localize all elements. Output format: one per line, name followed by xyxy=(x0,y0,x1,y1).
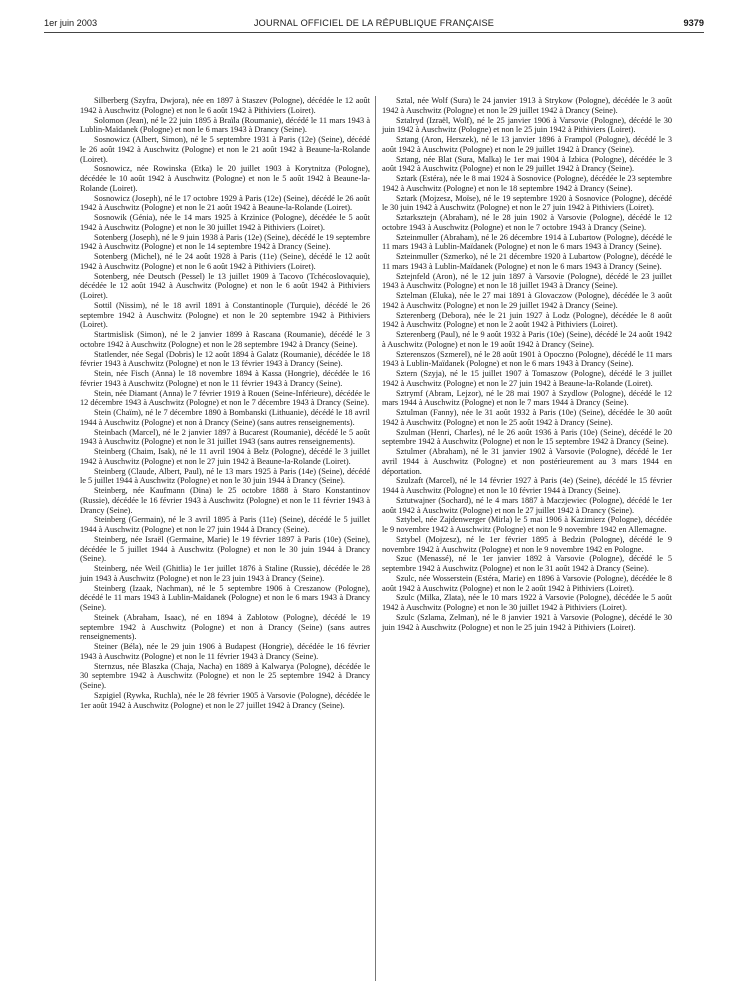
entry-paragraph: Steinberg, née Israël (Germaine, Marie) le 19 février 1897 à Paris (10e) (Seine), décédée le 5 juillet 1944 à Auschwitz (Pologne) et non le 30 juin 1944 à Drancy (Seine). xyxy=(80,534,370,564)
entry-paragraph: Sztern (Szyja), né le 15 juillet 1907 à Tomaszow (Pologne), décédé le 3 juillet 1942 à Auschwitz (Pologne) et non le 27 juin 1942 à Beaune-la-Rolande (Loiret). xyxy=(382,369,672,388)
entry-paragraph: Sztybel, née Zajdenwerger (Mirla) le 5 mai 1906 à Kazimierz (Pologne), décédée le 9 novembre 1942 à Auschwitz (Pologne) et non le 9 novembre 1942 en Allemagne. xyxy=(382,515,672,534)
header-date: 1er juin 2003 xyxy=(44,18,98,28)
entry-paragraph: Szulc (Milka, Zlata), née le 10 mars 1922 à Varsovie (Pologne), décédée le 5 août 1942 à Auschwitz (Pologne) et non le 30 juillet 1942 à Pithiviers (Loiret). xyxy=(382,593,672,612)
left-column xyxy=(80,96,370,710)
entry-paragraph: Solomon (Jean), né le 22 juin 1895 à Braïla (Roumanie), décédé le 11 mars 1943 à Lublin-Maïdanek (Pologne) et non le 6 mars 1943 à Drancy (Seine). xyxy=(80,115,370,135)
entry-paragraph: Szteinmuller (Szmerko), né le 21 décembre 1920 à Lubartow (Pologne), décédé le 11 mars 1943 à Lublin-Maïdanek (Pologne) et non le 6 mars 1943 à Drancy (Seine). xyxy=(382,252,672,271)
entry-paragraph: Sztulman (Fanny), née le 31 août 1932 à Paris (10e) (Seine), décédée le 30 août 1942 à Auschwitz (Pologne) et non le 25 août 1942 à Drancy (Seine). xyxy=(382,408,672,427)
entry-paragraph: Sztang, née Blat (Sura, Malka) le 1er mai 1904 à Izbica (Pologne), décédée le 3 août 1942 à Auschwitz (Pologne) et non le 29 juillet 1942 à Drancy (Seine). xyxy=(382,154,672,174)
entry-paragraph: Sotenberg, née Deutsch (Pessel) le 13 juillet 1909 à Tacovo (Tchécoslovaquie), décédée le 12 août 1942 à Auschwitz (Pologne) et non le 6 août 1942 à Pithiviers (Loiret). xyxy=(80,271,370,300)
header-page-number: 9379 xyxy=(683,18,704,28)
entry-paragraph: Sztrymf (Abram, Lejzor), né le 28 mai 1907 à Szydlow (Pologne), décédé le 12 mars 1944 à Auschwitz (Pologne) et non le 7 mars 1944 à Drancy (Seine). xyxy=(382,388,672,408)
entry-paragraph: Sztulmer (Abraham), né le 31 janvier 1902 à Varsovie (Pologne), décédé le 1er avril 1944 à Auschwitz (Pologne) et non postérieurement au 3 mars 1944 en déportation. xyxy=(382,447,672,476)
entry-paragraph: Szulzaft (Marcel), né le 14 février 1927 à Paris (4e) (Seine), décédé le 15 février 1944 à Auschwitz (Pologne) et non le 10 février 1944 à Drancy (Seine). xyxy=(382,476,672,495)
entry-paragraph: Silberberg (Szyfra, Dwjora), née en 1897 à Staszev (Pologne), décédée le 12 août 1942 à Auschwitz (Pologne) et non le 6 août 1942 à Pithiviers (Loiret). xyxy=(80,96,370,115)
right-column xyxy=(382,96,672,632)
entry-paragraph: Sottil (Nissim), né le 18 avril 1891 à Constantinople (Turquie), décédé le 26 septembre 1942 à Auschwitz (Pologne) et non le 20 septembre 1942 à Pithiviers (Loiret). xyxy=(80,300,370,330)
entry-paragraph: Stein, née Fisch (Anna) le 18 novembre 1894 à Kassa (Hongrie), décédée le 16 février 1943 à Auschwitz (Pologne) et non le 11 février 1943 à Drancy (Seine). xyxy=(80,369,370,388)
page-header xyxy=(44,18,704,32)
entry-paragraph: Sosnowicz (Joseph), né le 17 octobre 1929 à Paris (12e) (Seine), décédé le 26 août 1942 à Auschwitz (Pologne) et non le 21 août 1942 à Beaune-la-Rolande (Loiret). xyxy=(80,193,370,213)
entry-paragraph: Szterenberg (Paul), né le 9 août 1932 à Paris (10e) (Seine), décédé le 24 août 1942 à Auschwitz (Pologne) et non le 19 août 1942 à Drancy (Seine). xyxy=(382,330,672,349)
entry-paragraph: Sztybel (Mojzesz), né le 1er février 1895 à Bedzin (Pologne), décédé le 9 novembre 1942 à Auschwitz (Pologne) et non le 9 novembre 1942 en Pologne. xyxy=(382,534,672,554)
entry-paragraph: Sztal, née Wolf (Sura) le 24 janvier 1913 à Strykow (Pologne), décédée le 3 août 1942 à Auschwitz (Pologne) et non le 29 juillet 1942 à Drancy (Seine). xyxy=(382,96,672,115)
entry-paragraph: Steinberg (Chaim, Isak), né le 11 avril 1904 à Belz (Pologne), décédé le 3 juillet 1942 à Auschwitz (Pologne) et non le 27 juin 1942 à Beaune-la-Rolande (Loiret). xyxy=(80,447,370,466)
entry-paragraph: Sztutwajner (Sochard), né le 4 mars 1887 à Maczjewiec (Pologne), décédé le 1er août 1942 à Auschwitz (Pologne) et non le 27 juillet 1942 à Drancy (Seine). xyxy=(382,495,672,515)
entry-paragraph: Startmislisk (Simon), né le 2 janvier 1899 à Rascana (Roumanie), décédé le 3 octobre 1942 à Auschwitz (Pologne) et non le 28 septembre 1942 à Drancy (Seine). xyxy=(80,330,370,349)
entry-paragraph: Sztark (Estéra), née le 8 mai 1924 à Sosnovice (Pologne), décédée le 23 septembre 1942 à Auschwitz (Pologne) et non le 18 septembre 1942 à Drancy (Seine). xyxy=(382,174,672,193)
header-title: JOURNAL OFFICIEL DE LA RÉPUBLIQUE FRANÇAISE xyxy=(253,18,495,28)
entry-paragraph: Sztark (Mojzesz, Moïse), né le 19 septembre 1920 à Sosnovice (Pologne), décédé le 30 juin 1942 à Auschwitz (Pologne) et non le 27 juin 1942 à Pithiviers (Loiret). xyxy=(382,193,672,213)
entry-paragraph: Steinberg (Germain), né le 3 avril 1895 à Paris (11e) (Seine), décédé le 5 juillet 1944 à Auschwitz (Pologne) et non le 27 juin 1944 à Drancy (Seine). xyxy=(80,515,370,534)
entry-paragraph: Sosnowicz (Albert, Simon), né le 5 septembre 1931 à Paris (12e) (Seine), décédé le 26 août 1942 à Auschwitz (Pologne) et non le 21 août 1942 à Beaune-la-Rolande (Loiret). xyxy=(80,135,370,164)
entry-paragraph: Szterenberg (Debora), née le 21 juin 1927 à Lodz (Pologne), décédée le 8 août 1942 à Auschwitz (Pologne) et non le 2 août 1942 à Pithiviers (Loiret). xyxy=(382,310,672,330)
entry-paragraph: Szteinmuller (Abraham), né le 26 décembre 1914 à Lubartow (Pologne), décédé le 11 mars 1943 à Lublin-Maïdanek (Pologne) et non le 6 mars 1943 à Drancy (Seine). xyxy=(382,232,672,252)
entry-paragraph: Steinberg, née Kaufmann (Dina) le 25 octobre 1888 à Staro Konstantinov (Russie), décédée le 16 février 1943 à Auschwitz (Pologne) et non le 11 février 1943 à Drancy (Seine). xyxy=(80,486,370,515)
entry-paragraph: Sztarksztejn (Abraham), né le 28 juin 1902 à Varsovie (Pologne), décédé le 12 octobre 1943 à Auschwitz (Pologne) et non le 7 octobre 1943 à Drancy (Seine). xyxy=(382,213,672,232)
entry-paragraph: Sternzus, née Blaszka (Chaja, Nacha) en 1889 à Kalwarya (Pologne), décédée le 30 septembre 1942 à Auschwitz (Pologne) et non le 25 septembre 1942 à Drancy (Seine). xyxy=(80,661,370,690)
entry-paragraph: Steinberg (Izaak, Nachman), né le 5 septembre 1906 à Creszanow (Pologne), décédé le 11 mars 1943 à Lublin-Maïdanek (Pologne) et non le 6 mars 1943 à Drancy (Seine). xyxy=(80,583,370,612)
header-rule xyxy=(44,32,704,33)
entry-paragraph: Stein, née Diamant (Anna) le 7 février 1919 à Rouen (Seine-Inférieure), décédée le 12 décembre 1943 à Auschwitz (Pologne) et non le 7 décembre 1943 à Drancy (Seine). xyxy=(80,388,370,408)
entry-paragraph: Steiner (Béla), née le 29 juin 1906 à Budapest (Hongrie), décédée le 16 février 1943 à Auschwitz (Pologne) et non le 11 février 1943 à Drancy (Seine). xyxy=(80,642,370,661)
entry-paragraph: Sosnowik (Génia), née le 14 mars 1925 à Krzinice (Pologne), décédée le 5 août 1942 à Auschwitz (Pologne) et non le 30 juillet 1942 à Pithiviers (Loiret). xyxy=(80,213,370,232)
entry-paragraph: Sztelman (Eluka), née le 27 mai 1891 à Glovaczow (Pologne), décédée le 3 août 1942 à Auschwitz (Pologne) et non le 29 juillet 1942 à Drancy (Seine). xyxy=(382,291,672,310)
entry-paragraph: Sztang (Aron, Herszek), né le 13 janvier 1896 à Frampol (Pologne), décédé le 3 août 1942 à Auschwitz (Pologne) et non le 29 juillet 1942 à Drancy (Seine). xyxy=(382,135,672,154)
entry-paragraph: Sztejnfeld (Aron), né le 12 juin 1897 à Varsovie (Pologne), décédé le 23 juillet 1943 à Auschwitz (Pologne) et non le 18 juillet 1943 à Drancy (Seine). xyxy=(382,271,672,291)
entry-paragraph: Stein (Chaïm), né le 7 décembre 1890 à Bombanski (Lithuanie), décédé le 18 avril 1944 à Auschwitz (Pologne) et non à Drancy (Seine) (sans autres renseignements). xyxy=(80,408,370,427)
entry-paragraph: Steinbach (Marcel), né le 2 janvier 1897 à Bucarest (Roumanie), décédé le 5 août 1943 à Auschwitz (Pologne) et non le 31 juillet 1943 (sans autres renseignements). xyxy=(80,427,370,447)
entry-paragraph: Szterenszos (Szmerel), né le 28 août 1901 à Opoczno (Pologne), décédé le 11 mars 1943 à Lublin-Maïdanek (Pologne) et non le 6 mars 1943 à Drancy (Seine). xyxy=(382,349,672,369)
entry-paragraph: Sotenberg (Joseph), né le 9 juin 1938 à Paris (12e) (Seine), décédé le 19 septembre 1942 à Auschwitz (Pologne) et non le 14 septembre 1942 à Drancy (Seine). xyxy=(80,232,370,252)
column-divider xyxy=(375,96,376,981)
entry-paragraph: Sztalryd (Izraël, Wolf), né le 25 janvier 1906 à Varsovie (Pologne), décédé le 30 juin 1942 à Auschwitz (Pologne) et non le 25 juin 1942 à Pithiviers (Loiret). xyxy=(382,115,672,135)
entry-paragraph: Szulman (Henri, Charles), né le 26 août 1936 à Paris (10e) (Seine), décédé le 20 septembre 1942 à Auschwitz (Pologne) et non le 15 septembre 1942 à Drancy (Seine). xyxy=(382,427,672,447)
entry-paragraph: Szulc, née Wosserstein (Estéra, Marie) en 1896 à Varsovie (Pologne), décédée le 8 août 1942 à Auschwitz (Pologne) et non le 2 août 1942 à Pithiviers (Loiret). xyxy=(382,573,672,593)
entry-paragraph: Szuc (Menassé), né le 1er janvier 1892 à Varsovie (Pologne), décédé le 5 septembre 1942 à Auschwitz (Pologne) et non le 31 août 1942 à Drancy (Seine). xyxy=(382,554,672,573)
entry-paragraph: Szpigiel (Rywka, Ruchla), née le 28 février 1905 à Varsovie (Pologne), décédée le 1er août 1942 à Auschwitz (Pologne) et non le 27 juillet 1942 à Drancy (Seine). xyxy=(80,690,370,710)
entry-paragraph: Steinberg (Claude, Albert, Paul), né le 13 mars 1925 à Paris (14e) (Seine), décédé le 5 juillet 1944 à Auschwitz (Pologne) et non le 30 juin 1944 à Drancy (Seine). xyxy=(80,466,370,486)
entry-paragraph: Szulc (Szlama, Zelman), né le 8 janvier 1921 à Varsovie (Pologne), décédé le 30 juin 1942 à Auschwitz (Pologne) et non le 25 juin 1942 à Pithiviers (Loiret). xyxy=(382,612,672,632)
entry-paragraph: Statlender, née Segal (Dobris) le 12 août 1894 à Galatz (Roumanie), décédée le 18 février 1943 à Auschwitz (Pologne) et non le 13 février 1943 à Drancy (Seine). xyxy=(80,349,370,369)
entry-paragraph: Steinberg, née Weil (Ghitlia) le 1er juillet 1876 à Staline (Russie), décédée le 28 juin 1943 à Auschwitz (Pologne) et non le 23 juin 1943 à Drancy (Seine). xyxy=(80,564,370,583)
entry-paragraph: Sosnowicz, née Rowinska (Etka) le 20 juillet 1903 à Korytnitza (Pologne), décédée le 10 août 1942 à Auschwitz (Pologne) et non le 5 août 1942 à Beaune-la-Rolande (Loiret). xyxy=(80,164,370,193)
entry-paragraph: Steinek (Abraham, Isaac), né en 1894 à Zablotow (Pologne), décédé le 19 septembre 1942 à Auschwitz (Pologne) et non à Drancy (Seine) (sans autres renseignements). xyxy=(80,612,370,642)
entry-paragraph: Sotenberg (Michel), né le 24 août 1928 à Paris (11e) (Seine), décédé le 12 août 1942 à Auschwitz (Pologne) et non le 6 août 1942 à Pithiviers (Loiret). xyxy=(80,252,370,271)
